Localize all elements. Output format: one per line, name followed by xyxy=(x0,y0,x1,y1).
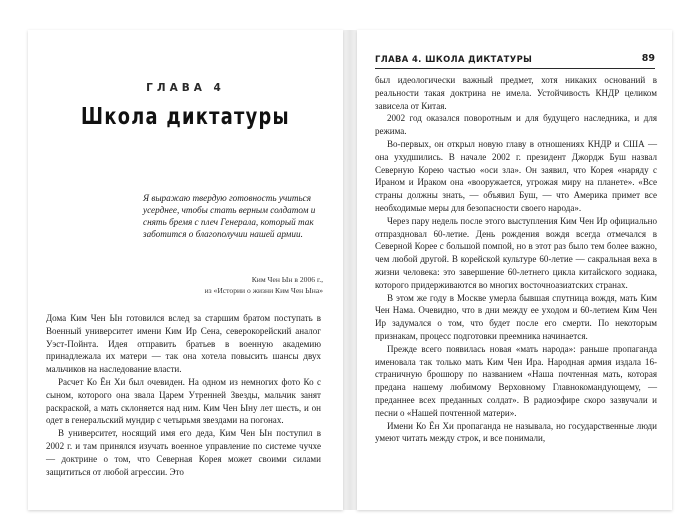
epigraph: Я выражаю твердую готовность учиться усерднее, чтобы стать верным солдатом и снять бремя с плеч Генерала, который так заботится о благополучии нашей армии. xyxy=(143,193,316,239)
running-title: ГЛАВА 4. ШКОЛА ДИКТАТУРЫ xyxy=(375,54,533,64)
paragraph: В этом же году в Москве умерла бывшая спутница вождя, мать Ким Чен Нама. Очевидно, что в дни между ее уходом и 60-летием Ким Чен Ир задумался о том, что будет после его смерти. По некоторым признакам, процесс подготовки преемника начинается. xyxy=(375,292,657,341)
paragraph: Прежде всего появилась новая «мать народа»: раньше пропаганда именовала так только мать Ким Чен Ира. Народная армия издала 16-страничную брошюру по названием «Наша почтенная мать, которая предана нашему любимому Верховному Главнокомандующему, — преданнее всех преданных солдат». В радиоэфире скоро зазвучали и песни о «Нашей почтенной матери». xyxy=(375,343,657,418)
chapter-label: ГЛАВА 4 xyxy=(146,82,225,94)
paragraph: Расчет Ко Ён Хи был очевиден. На одном из немногих фото Ко с сыном, которого она звала Царем Утренней Звезды, мальчик занят раскраской, а мать склоняется над ним. Ким Чен Ыну лет шесть, и он одет в генеральский мундир с четырьмя звездами на погонах. xyxy=(46,376,321,426)
paragraph: Имени Ко Ён Хи пропаганда не называла, но государственные люди умеют читать между строк, и все понимали, xyxy=(375,420,657,444)
chapter-title: Школа диктатуры xyxy=(81,104,290,130)
paragraph: был идеологически важный предмет, хотя никаких оснований в реальности такая доктрина не имела. Устойчивость КНДР целиком зависела от Китая. xyxy=(375,75,657,111)
left-body-text xyxy=(46,312,321,478)
epigraph-source xyxy=(123,274,323,296)
paragraph: Через пару недель после этого выступления Ким Чен Ир официально отпраздновал 60-летие. День рождения вождя всегда отмечался в Северной Корее с большой помпой, но в этот раз было тем более важно, чем любой другой. В корейской культуре 60-летие — сакральная веха в жизни человека: это завершение 60-летнего цикла китайского зодиака, которого придерживаются во многих восточноазиатских странах. xyxy=(375,215,657,290)
paragraph: 2002 год оказался поворотным и для будущего наследника, и для режима. xyxy=(375,113,657,137)
paragraph: Дома Ким Чен Ын готовился вслед за старшим братом поступать в Военный университет имени Ким Ир Сена, северокорейский аналог Уэст-Пойнта. Идея отправить братьев в военную академию принадлежала их матери — так она хотела повысить шансы двух мальчиков на наследование власти. xyxy=(46,313,321,375)
right-body-text xyxy=(375,74,657,445)
epigraph-source-line: из «Истории о жизни Ким Чен Ына» xyxy=(204,286,323,295)
running-head xyxy=(375,54,655,69)
paragraph: В университет, носящий имя его деда, Ким Чен Ын поступил в 2002 г. и там принялся изучать военное управление по системе чучхе — доктрине о том, что Северная Корея может своими силами защититься от любой агрессии. Это xyxy=(46,428,321,477)
right-page xyxy=(357,30,672,510)
left-page xyxy=(28,30,343,510)
book-gutter xyxy=(343,30,357,510)
paragraph: Во-первых, он открыл новую главу в отношениях КНДР и США — она ухудшились. В начале 2002 г. президент Джордж Буш назвал Северную Корею частью «оси зла». Он заявил, что Корея «наряду с Ираном и Ираком она «вооружается, угрожая миру на планете». «Все страны должны знать, — объявил Буш, — что Америка примет все необходимые меры для безопасности своего народа». xyxy=(375,138,657,213)
page-number: 89 xyxy=(641,53,655,64)
epigraph-source-line: Ким Чен Ын в 2006 г., xyxy=(251,275,323,284)
